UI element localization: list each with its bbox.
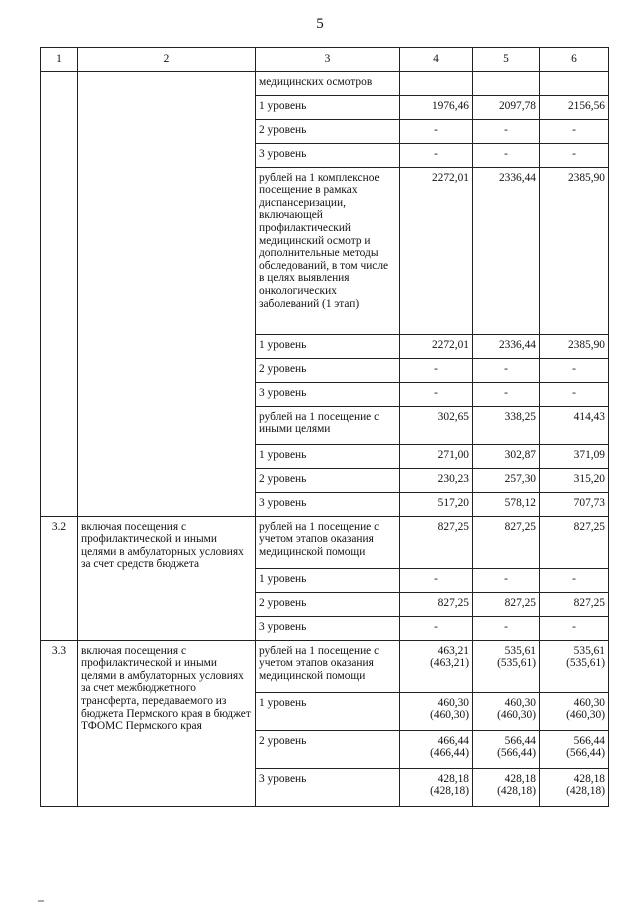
item-description-cell: включая посещения с профилактической и иными целями в амбулаторных условиях за счет средств бюджета bbox=[78, 516, 256, 640]
indicator-cell: рублей на 1 посещение с учетом этапов оказания медицинской помощи bbox=[256, 640, 400, 692]
value-cell bbox=[400, 730, 473, 768]
value-cell bbox=[540, 71, 609, 95]
value-cell: 2272,01 bbox=[400, 334, 473, 358]
value-cell bbox=[400, 71, 473, 95]
value-cell: 517,20 bbox=[400, 492, 473, 516]
value-cell bbox=[473, 640, 540, 692]
value-cell: - bbox=[400, 358, 473, 382]
value-bracketed: (460,30) bbox=[430, 709, 469, 722]
value: 566,44 bbox=[573, 734, 605, 747]
value: 428,18 bbox=[437, 772, 469, 785]
value-bracketed: (535,61) bbox=[497, 657, 536, 670]
value-cell: - bbox=[540, 143, 609, 167]
value-cell: 707,73 bbox=[540, 492, 609, 516]
column-header: 2 bbox=[78, 48, 256, 72]
item-number-cell: 3.2 bbox=[41, 516, 78, 640]
indicator-cell: 2 уровень bbox=[256, 119, 400, 143]
value-cell: 2385,90 bbox=[540, 167, 609, 334]
indicator-cell: медицинских осмотров bbox=[256, 71, 400, 95]
value-cell: 2336,44 bbox=[473, 334, 540, 358]
value-cell bbox=[540, 640, 609, 692]
value-cell: 827,25 bbox=[540, 516, 609, 568]
value-cell: 257,30 bbox=[473, 468, 540, 492]
value-cell: - bbox=[400, 568, 473, 592]
indicator-cell: 1 уровень bbox=[256, 334, 400, 358]
indicator-cell: 3 уровень bbox=[256, 492, 400, 516]
value-cell bbox=[540, 730, 609, 768]
table-header-row bbox=[41, 48, 609, 72]
value-bracketed: (428,18) bbox=[566, 785, 605, 798]
column-header: 3 bbox=[256, 48, 400, 72]
value-cell bbox=[473, 71, 540, 95]
value-cell bbox=[473, 768, 540, 806]
value-cell: - bbox=[473, 382, 540, 406]
value-bracketed: (460,30) bbox=[497, 709, 536, 722]
value-cell: 2097,78 bbox=[473, 95, 540, 119]
value-cell: 827,25 bbox=[540, 592, 609, 616]
value-cell: - bbox=[540, 119, 609, 143]
value-cell: 827,25 bbox=[473, 516, 540, 568]
value-cell bbox=[540, 768, 609, 806]
value-bracketed: (466,44) bbox=[430, 747, 469, 760]
value-bracketed: (428,18) bbox=[497, 785, 536, 798]
value-bracketed: (428,18) bbox=[430, 785, 469, 798]
value-cell bbox=[473, 692, 540, 730]
column-header: 5 bbox=[473, 48, 540, 72]
value-cell: 578,12 bbox=[473, 492, 540, 516]
table-row bbox=[41, 640, 609, 692]
item-description-cell: включая посещения с профилактической и иными целями в амбулаторных условиях за счет межбюджетного трансферта, передаваемого из бюджета Пермского края в бюджет ТФОМС Пермского края bbox=[78, 640, 256, 806]
value-cell: - bbox=[400, 119, 473, 143]
value-cell: 827,25 bbox=[400, 516, 473, 568]
value-cell: - bbox=[473, 358, 540, 382]
value-cell: - bbox=[473, 143, 540, 167]
value-cell: 302,65 bbox=[400, 406, 473, 444]
value-cell: 230,23 bbox=[400, 468, 473, 492]
indicator-cell: рублей на 1 посещение с иными целями bbox=[256, 406, 400, 444]
value-cell: 2385,90 bbox=[540, 334, 609, 358]
value-cell: 2336,44 bbox=[473, 167, 540, 334]
indicator-cell: 2 уровень bbox=[256, 730, 400, 768]
tariff-table bbox=[40, 47, 609, 807]
value-cell: - bbox=[400, 616, 473, 640]
value: 535,61 bbox=[573, 644, 605, 657]
value: 428,18 bbox=[504, 772, 536, 785]
value-bracketed: (566,44) bbox=[566, 747, 605, 760]
value: 460,30 bbox=[573, 696, 605, 709]
value: 460,30 bbox=[504, 696, 536, 709]
column-header: 1 bbox=[41, 48, 78, 72]
indicator-cell: рублей на 1 посещение с учетом этапов оказания медицинской помощи bbox=[256, 516, 400, 568]
value-cell: 827,25 bbox=[400, 592, 473, 616]
value-cell: 827,25 bbox=[473, 592, 540, 616]
value-cell: - bbox=[400, 382, 473, 406]
value-cell: - bbox=[473, 616, 540, 640]
value: 463,21 bbox=[437, 644, 469, 657]
item-number-cell: 3.3 bbox=[41, 640, 78, 806]
indicator-cell: 2 уровень bbox=[256, 592, 400, 616]
indicator-cell: рублей на 1 комплексное посещение в рамках диспансеризации, включающей профилактический медицинский осмотр и дополнительные методы обследований, в том числе в целях выявления онкологических заболеваний (1 этап) bbox=[256, 167, 400, 334]
value-cell: 371,09 bbox=[540, 444, 609, 468]
indicator-cell: 2 уровень bbox=[256, 358, 400, 382]
value: 460,30 bbox=[437, 696, 469, 709]
value-cell: 2156,56 bbox=[540, 95, 609, 119]
value-cell: - bbox=[540, 616, 609, 640]
value-cell: 315,20 bbox=[540, 468, 609, 492]
indicator-cell: 1 уровень bbox=[256, 444, 400, 468]
value-cell: - bbox=[400, 143, 473, 167]
indicator-cell: 3 уровень bbox=[256, 768, 400, 806]
value-cell: 414,43 bbox=[540, 406, 609, 444]
value-cell: 338,25 bbox=[473, 406, 540, 444]
column-header: 6 bbox=[540, 48, 609, 72]
value: 428,18 bbox=[573, 772, 605, 785]
value-cell: - bbox=[473, 568, 540, 592]
value-cell: 2272,01 bbox=[400, 167, 473, 334]
item-description-cell bbox=[78, 71, 256, 516]
value-cell bbox=[400, 768, 473, 806]
value-cell bbox=[400, 640, 473, 692]
value-bracketed: (463,21) bbox=[430, 657, 469, 670]
scan-mark bbox=[38, 900, 44, 902]
value: 535,61 bbox=[504, 644, 536, 657]
column-header: 4 bbox=[400, 48, 473, 72]
indicator-cell: 1 уровень bbox=[256, 692, 400, 730]
value-bracketed: (460,30) bbox=[566, 709, 605, 722]
table-row bbox=[41, 516, 609, 568]
value-cell: - bbox=[540, 382, 609, 406]
indicator-cell: 3 уровень bbox=[256, 143, 400, 167]
value-cell: 1976,46 bbox=[400, 95, 473, 119]
value-bracketed: (535,61) bbox=[566, 657, 605, 670]
value-cell: - bbox=[540, 568, 609, 592]
indicator-cell: 1 уровень bbox=[256, 95, 400, 119]
value: 566,44 bbox=[504, 734, 536, 747]
indicator-cell: 3 уровень bbox=[256, 616, 400, 640]
value-cell bbox=[473, 730, 540, 768]
value-cell: - bbox=[473, 119, 540, 143]
item-number-cell bbox=[41, 71, 78, 516]
value-cell: - bbox=[540, 358, 609, 382]
value: 466,44 bbox=[437, 734, 469, 747]
indicator-cell: 3 уровень bbox=[256, 382, 400, 406]
table-row bbox=[41, 71, 609, 95]
value-cell: 271,00 bbox=[400, 444, 473, 468]
value-cell bbox=[540, 692, 609, 730]
value-bracketed: (566,44) bbox=[497, 747, 536, 760]
indicator-cell: 1 уровень bbox=[256, 568, 400, 592]
value-cell bbox=[400, 692, 473, 730]
value-cell: 302,87 bbox=[473, 444, 540, 468]
page-number: 5 bbox=[316, 16, 324, 32]
indicator-cell: 2 уровень bbox=[256, 468, 400, 492]
